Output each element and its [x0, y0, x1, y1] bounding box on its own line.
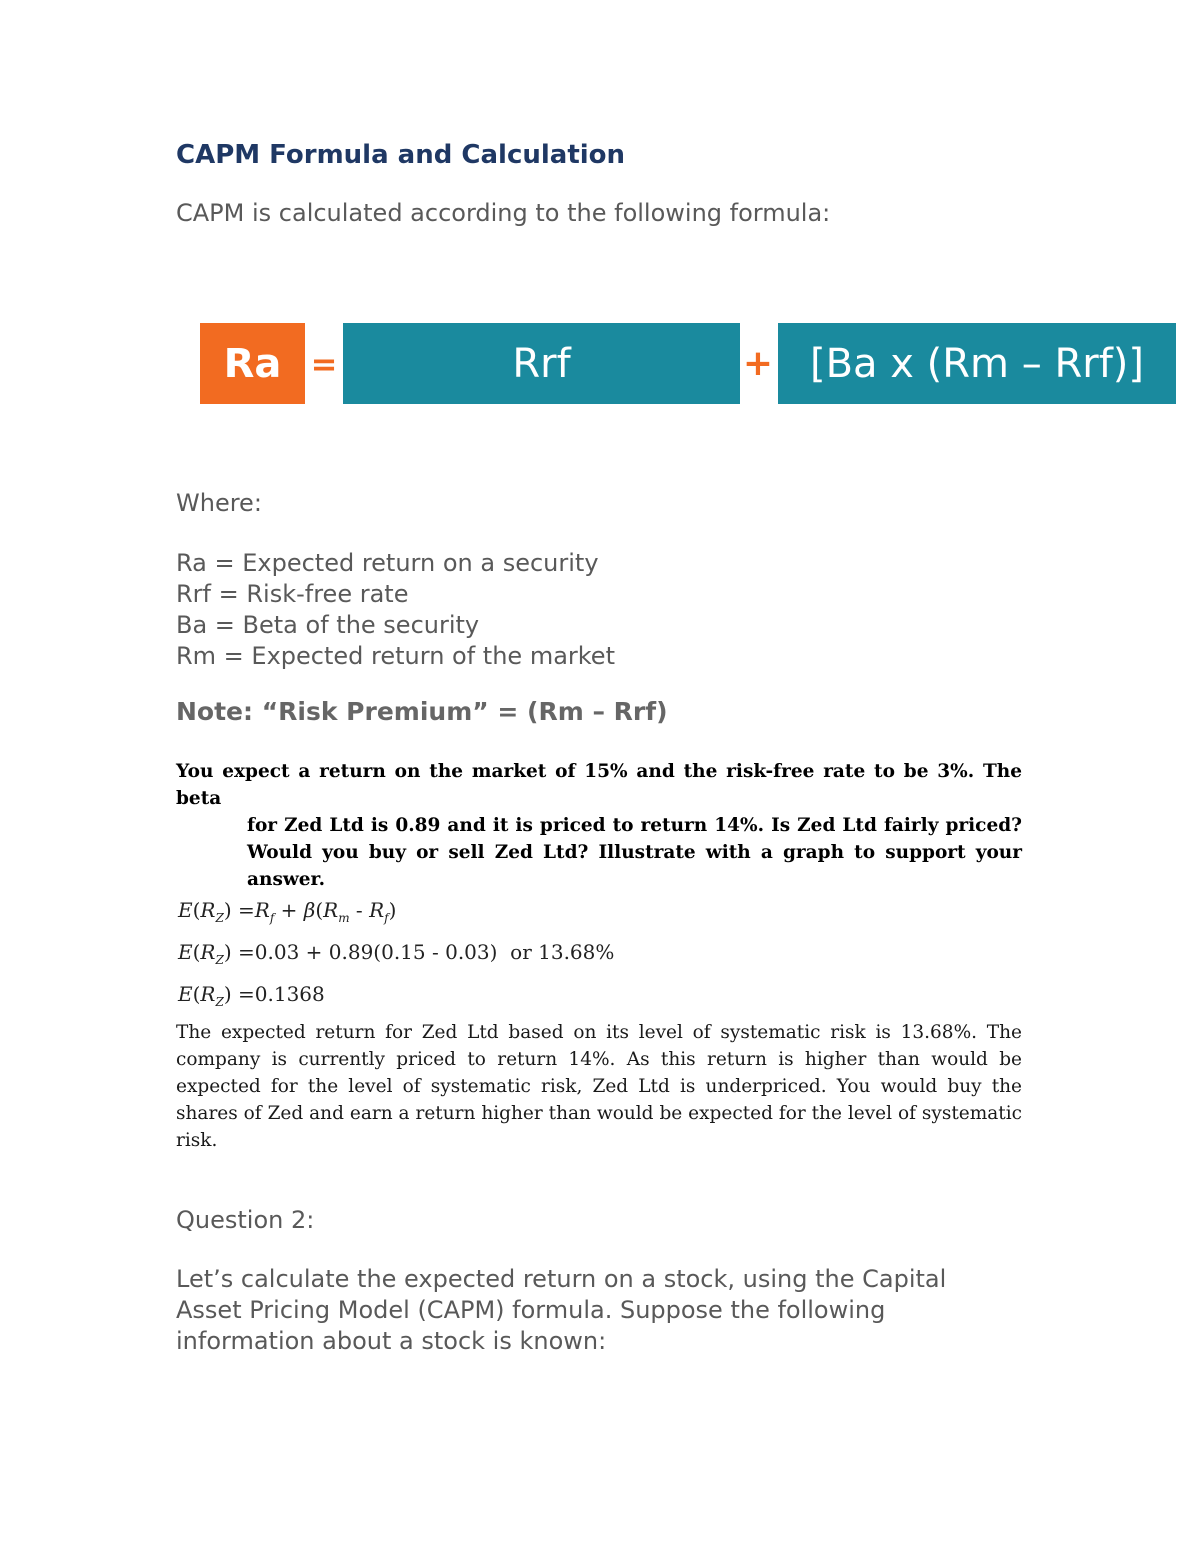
- definition-item: Ba = Beta of the security: [176, 611, 480, 639]
- formula-rrf-box: Rrf: [343, 323, 740, 404]
- equation-2-result: or 13.68%: [510, 940, 615, 964]
- equation-2-rhs: =0.03 + 0.89(0.15 - 0.03): [238, 940, 498, 964]
- question-continuation: for Zed Ltd is 0.89 and it is priced to return 14%. Is Zed Ltd fairly priced? Would you buy or sell Zed Ltd? Illustrate with a graph to support your answer.: [247, 815, 1022, 890]
- formula-ra-box: Ra: [200, 323, 305, 404]
- where-label: Where:: [176, 489, 262, 517]
- definitions-list: [176, 548, 615, 672]
- page-title: CAPM Formula and Calculation: [176, 140, 626, 170]
- equation-line-2: $E(R_Z) =0.03 + 0.89(0.15 - 0.03)$ or 13.68%: [178, 940, 615, 967]
- risk-premium-note: Note: “Risk Premium” = (Rm – Rrf): [176, 697, 668, 726]
- calculation-equations: [178, 893, 614, 1019]
- definition-item: Ra = Expected return on a security: [176, 549, 599, 577]
- intro-text: CAPM is calculated according to the following formula:: [176, 199, 831, 227]
- definition-item: Rrf = Risk-free rate: [176, 580, 409, 608]
- question-2-text: Let’s calculate the expected return on a stock, using the Capital Asset Pricing Model (CAPM) formula. Suppose the following information about a stock is known:: [176, 1265, 947, 1355]
- formula-plus-sign: +: [742, 343, 774, 384]
- formula-premium-box: [Ba x (Rm – Rrf)]: [778, 323, 1176, 404]
- definition-item: Rm = Expected return of the market: [176, 642, 615, 670]
- question-text: [176, 758, 1022, 893]
- equation-line-3: $E(R_Z) =0.1368$: [178, 982, 325, 1009]
- question-first-line: You expect a return on the market of 15% and the risk-free rate to be 3%. The beta: [176, 761, 1022, 809]
- answer-paragraph: The expected return for Zed Ltd based on its level of systematic risk is 13.68%. The company is currently priced to return 14%. As this return is higher than would be expected for the level of systematic risk, Zed Ltd is underpriced. You would buy the shares of Zed and earn a return higher than would be expected for the level of systematic risk.: [176, 1022, 1022, 1151]
- equation-line-1: $E(R_Z) =R_f + \beta(R_m - R_f)$: [178, 898, 397, 925]
- formula-equals-sign: =: [310, 344, 338, 383]
- question-2-label: Question 2:: [176, 1206, 315, 1234]
- equation-3-rhs: =0.1368: [238, 982, 325, 1006]
